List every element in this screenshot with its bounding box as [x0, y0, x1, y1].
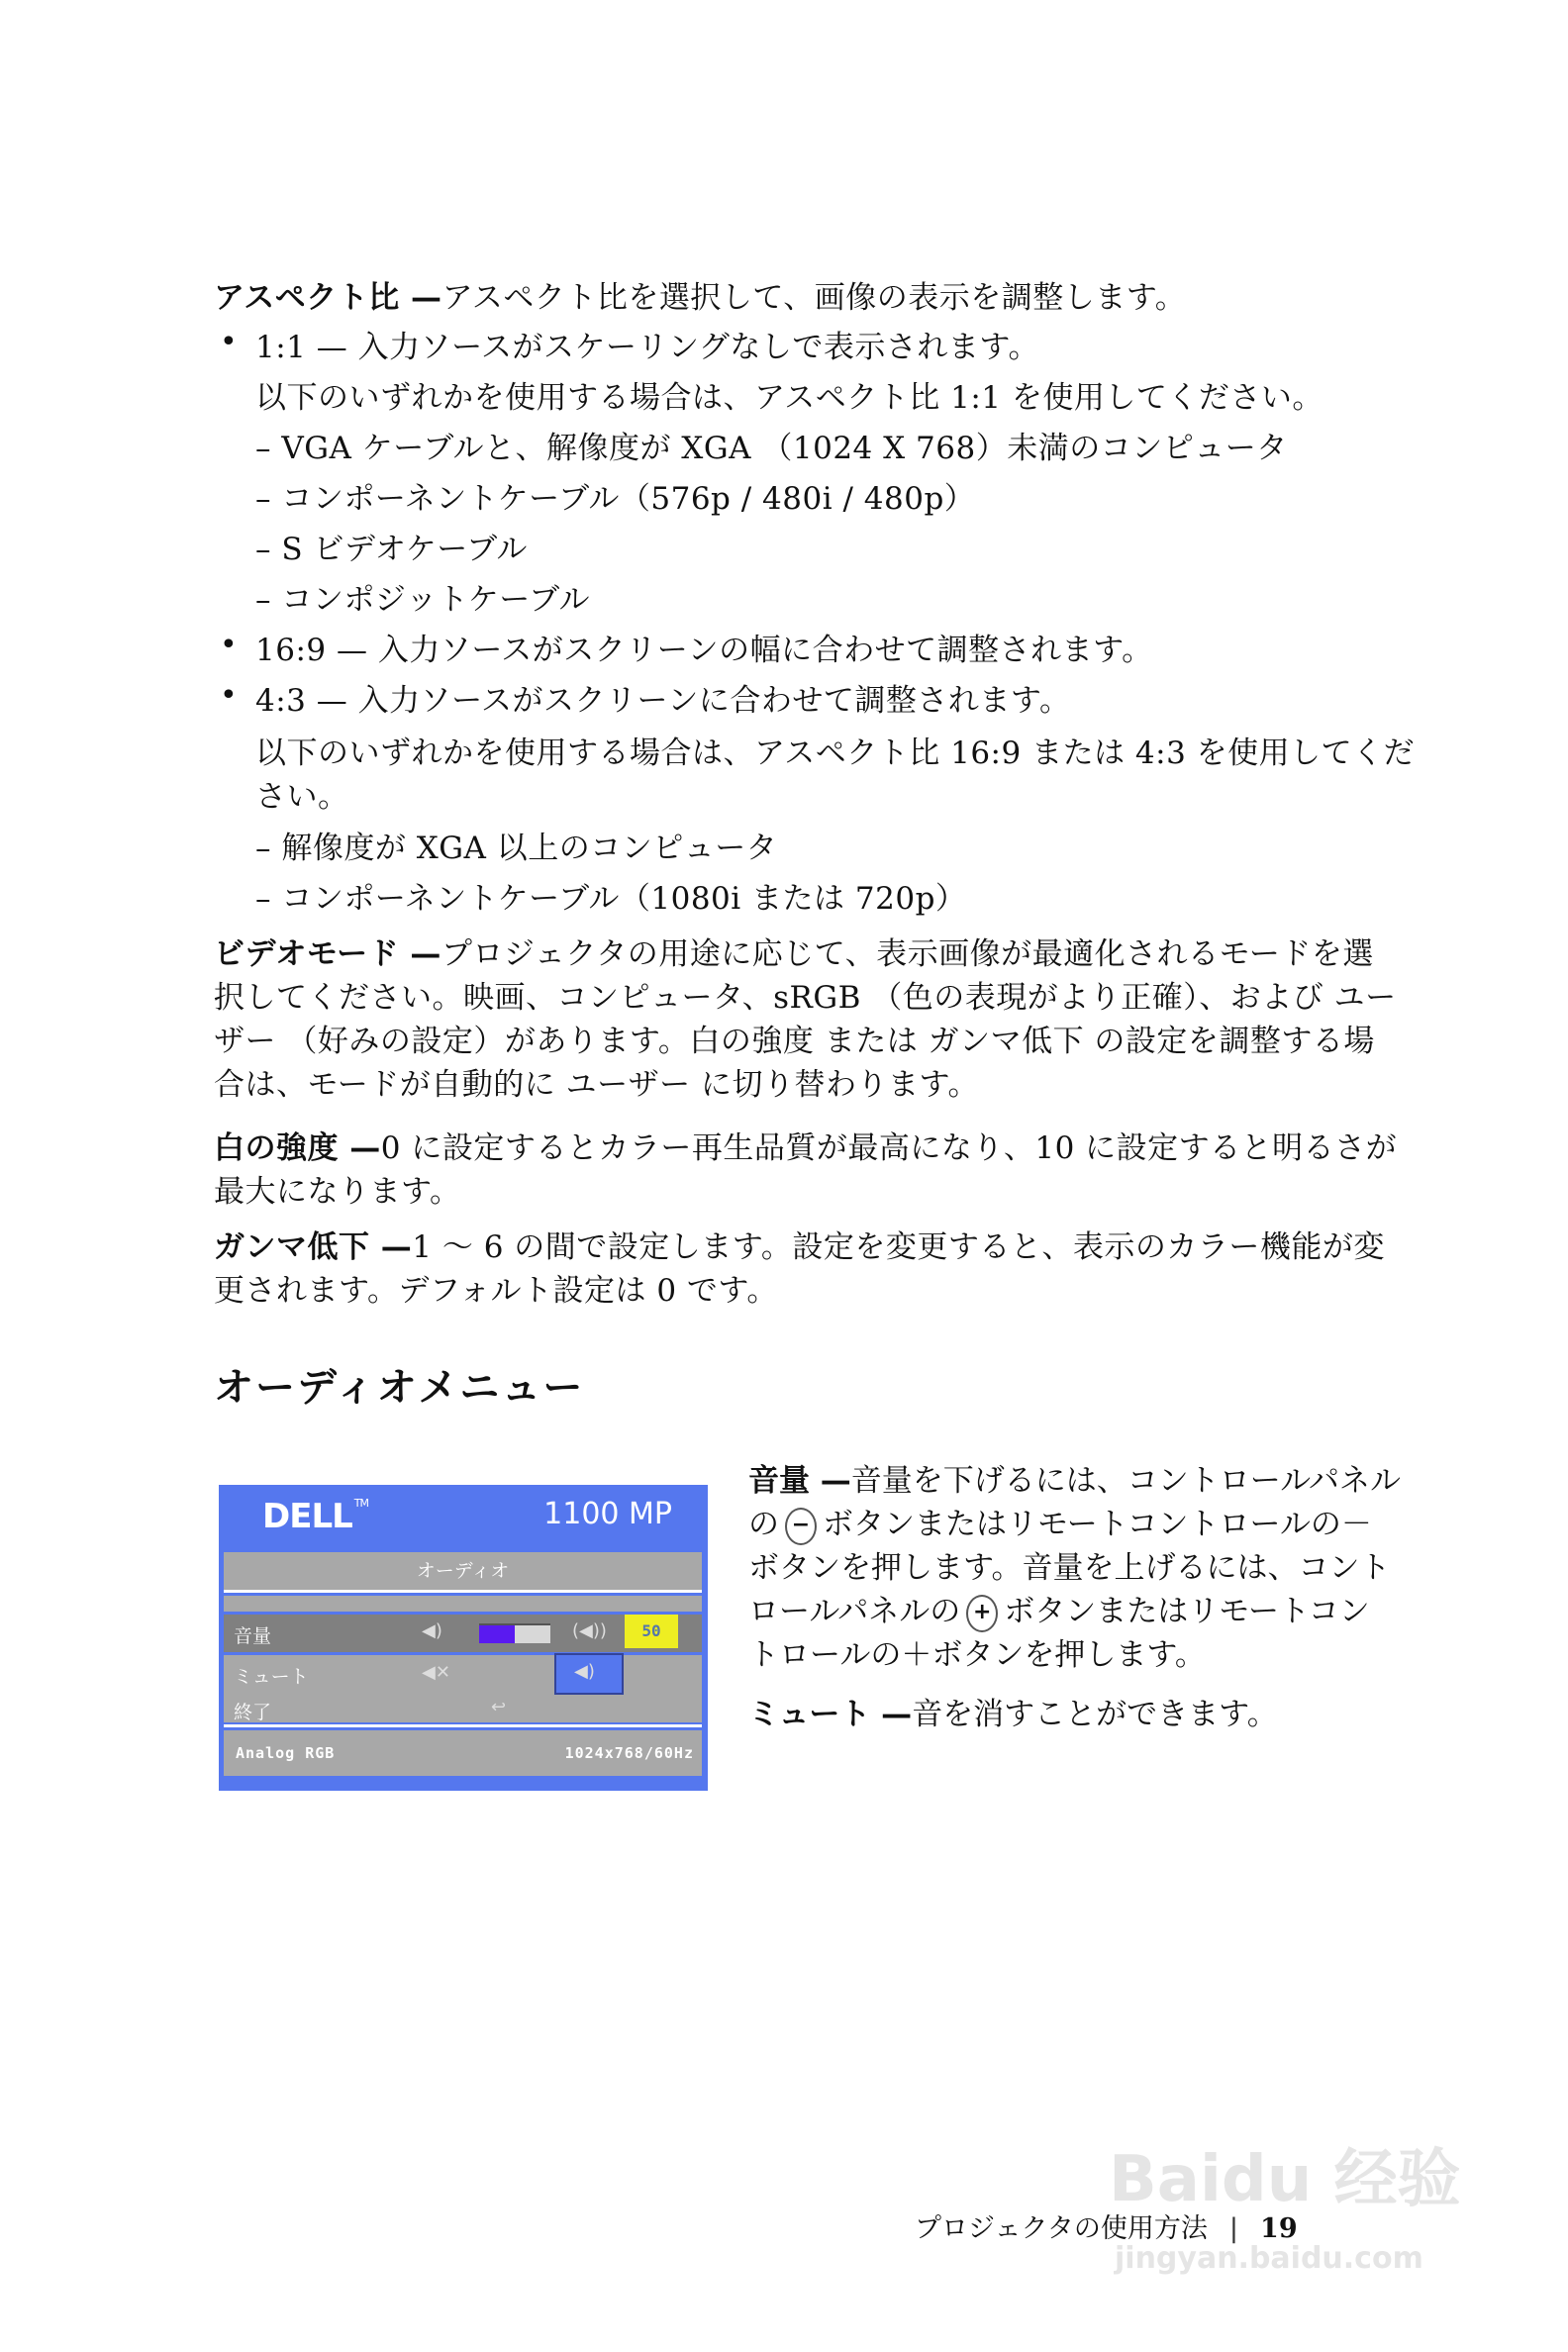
- video-mode-line: ザー （好みの設定）があります。白の強度 または ガンマ低下 の設定を調整する場: [214, 1024, 1375, 1059]
- osd-menu-body: [224, 1596, 702, 1722]
- aspect-1-1-subitem: – コンポジットケーブル: [255, 582, 590, 618]
- aspect-4-3-subitem: – コンポーネントケーブル（1080i または 720p）: [255, 881, 967, 917]
- mute-label: ミュート: [234, 1666, 309, 1688]
- video-mode-line: 合は、モードが自動的に ユーザー に切り替わります。: [214, 1067, 979, 1103]
- osd-row-exit[interactable]: [224, 1691, 702, 1728]
- video-mode-paragraph: [214, 932, 1421, 1107]
- aspect-16-9-item: 16:9 — 入力ソースがスクリーンの幅に合わせて調整されます。: [255, 633, 1153, 668]
- aspect-1-1-subitem: – VGA ケーブルと、解像度が XGA （1024 X 768）未満のコンピュータ: [255, 431, 1288, 466]
- dell-logo: [262, 1497, 368, 1536]
- bullet-icon: •: [220, 325, 238, 359]
- plus-button-icon: +: [966, 1595, 998, 1632]
- osd-menu-title: オーディオ: [224, 1552, 702, 1590]
- gamma-line: 1 ～ 6 の間で設定します。設定を変更すると、表示のカラー機能が変: [412, 1229, 1385, 1265]
- gamma-paragraph: [214, 1225, 1421, 1313]
- mute-paragraph: [748, 1693, 1441, 1736]
- model-name: 1100 MP: [543, 1497, 672, 1531]
- aspect-ratio-desc: アスペクト比を選択して、画像の表示を調整します。: [441, 280, 1187, 316]
- volume-value: 50: [625, 1615, 678, 1648]
- trademark: TM: [353, 1497, 368, 1510]
- volume-paragraph: [748, 1459, 1441, 1677]
- input-source: Analog RGB: [236, 1744, 336, 1762]
- white-intensity-term: 白の強度 —: [214, 1130, 381, 1166]
- volume-line: ボタンを押します。音量を上げるには、コント: [748, 1550, 1391, 1586]
- mute-term: ミュート —: [748, 1697, 913, 1732]
- aspect-4-3-subitem: – 解像度が XGA 以上のコンピュータ: [255, 831, 778, 866]
- volume-line: の: [748, 1507, 779, 1542]
- brand-text: DELL: [262, 1497, 352, 1536]
- volume-line: ボタンまたはリモートコントロールの－: [823, 1507, 1372, 1542]
- minus-button-icon: −: [785, 1508, 817, 1545]
- return-arrow-icon[interactable]: ↩: [491, 1697, 507, 1717]
- volume-line: ロールパネルの: [748, 1594, 961, 1629]
- page-footer: [915, 2206, 1298, 2245]
- aspect-4-3-note-cont: さい。: [255, 779, 349, 815]
- watermark-logo: Baidu 经验: [1109, 2143, 1461, 2216]
- exit-label: 終了: [234, 1702, 272, 1723]
- aspect-4-3-note: 以下のいずれかを使用する場合は、アスペクト比 16:9 または 4:3 を使用してくだ: [255, 735, 1416, 771]
- aspect-1-1-subitem: – S ビデオケーブル: [255, 532, 528, 567]
- audio-menu-heading: オーディオメニュー: [214, 1365, 585, 1411]
- speaker-on-icon: ◀): [574, 1661, 595, 1682]
- volume-line: トロールの＋ボタンを押します。: [748, 1637, 1206, 1673]
- footer-section: プロジェクタの使用方法: [915, 2213, 1208, 2244]
- aspect-ratio-paragraph: [214, 273, 1421, 323]
- footer-separator: |: [1228, 2213, 1239, 2244]
- aspect-ratio-term: アスペクト比 —: [214, 280, 442, 316]
- watermark-url: jingyan.baidu.com: [1115, 2241, 1423, 2276]
- gamma-term: ガンマ低下 —: [214, 1229, 413, 1265]
- volume-label: 音量: [234, 1625, 272, 1647]
- osd-row-volume[interactable]: [224, 1612, 702, 1655]
- volume-slider-fill: [479, 1625, 515, 1643]
- speaker-low-icon[interactable]: ◀): [422, 1620, 442, 1641]
- speaker-muted-icon[interactable]: ◀✕: [422, 1662, 450, 1683]
- aspect-1-1-subitem: – コンポーネントケーブル（576p / 480i / 480p）: [255, 481, 976, 517]
- mute-off-option[interactable]: [554, 1653, 624, 1695]
- bullet-icon: •: [220, 678, 238, 713]
- volume-slider[interactable]: [479, 1623, 550, 1643]
- divider: [224, 1724, 702, 1727]
- osd-header: [221, 1487, 706, 1550]
- video-mode-line: 択してください。映画、コンピュータ、sRGB （色の表現がより正確）、および ユー: [214, 980, 1397, 1016]
- video-mode-term: ビデオモード —: [214, 936, 441, 972]
- divider: [224, 1590, 702, 1593]
- aspect-1-1-item: 1:1 — 入力ソースがスケーリングなしで表示されます。: [255, 330, 1039, 365]
- aspect-1-1-note: 以下のいずれかを使用する場合は、アスペクト比 1:1 を使用してください。: [255, 380, 1323, 416]
- video-mode-line: プロジェクタの用途に応じて、表示画像が最適化されるモードを選: [441, 936, 1374, 972]
- volume-line: ボタンまたはリモートコン: [1004, 1594, 1370, 1629]
- white-intensity-line: 最大になります。: [214, 1174, 461, 1210]
- gamma-line: 更されます。デフォルト設定は 0 です。: [214, 1273, 778, 1309]
- speaker-high-icon[interactable]: (◀)): [572, 1620, 607, 1641]
- aspect-4-3-item: 4:3 — 入力ソースがスクリーンに合わせて調整されます。: [255, 683, 1071, 719]
- osd-audio-menu: [219, 1485, 708, 1791]
- bullet-icon: •: [220, 628, 238, 662]
- white-intensity-paragraph: [214, 1127, 1421, 1214]
- volume-term: 音量 —: [748, 1463, 851, 1499]
- resolution: 1024x768/60Hz: [564, 1744, 694, 1762]
- osd-row-mute[interactable]: [224, 1655, 702, 1693]
- mute-desc: 音を消すことができます。: [912, 1697, 1278, 1732]
- volume-line: 音量を下げるには、コントロールパネル: [850, 1463, 1402, 1499]
- page-number: 19: [1260, 2213, 1298, 2244]
- osd-status-bar: [224, 1730, 702, 1776]
- white-intensity-line: 0 に設定するとカラー再生品質が最高になり、10 に設定すると明るさが: [380, 1130, 1398, 1166]
